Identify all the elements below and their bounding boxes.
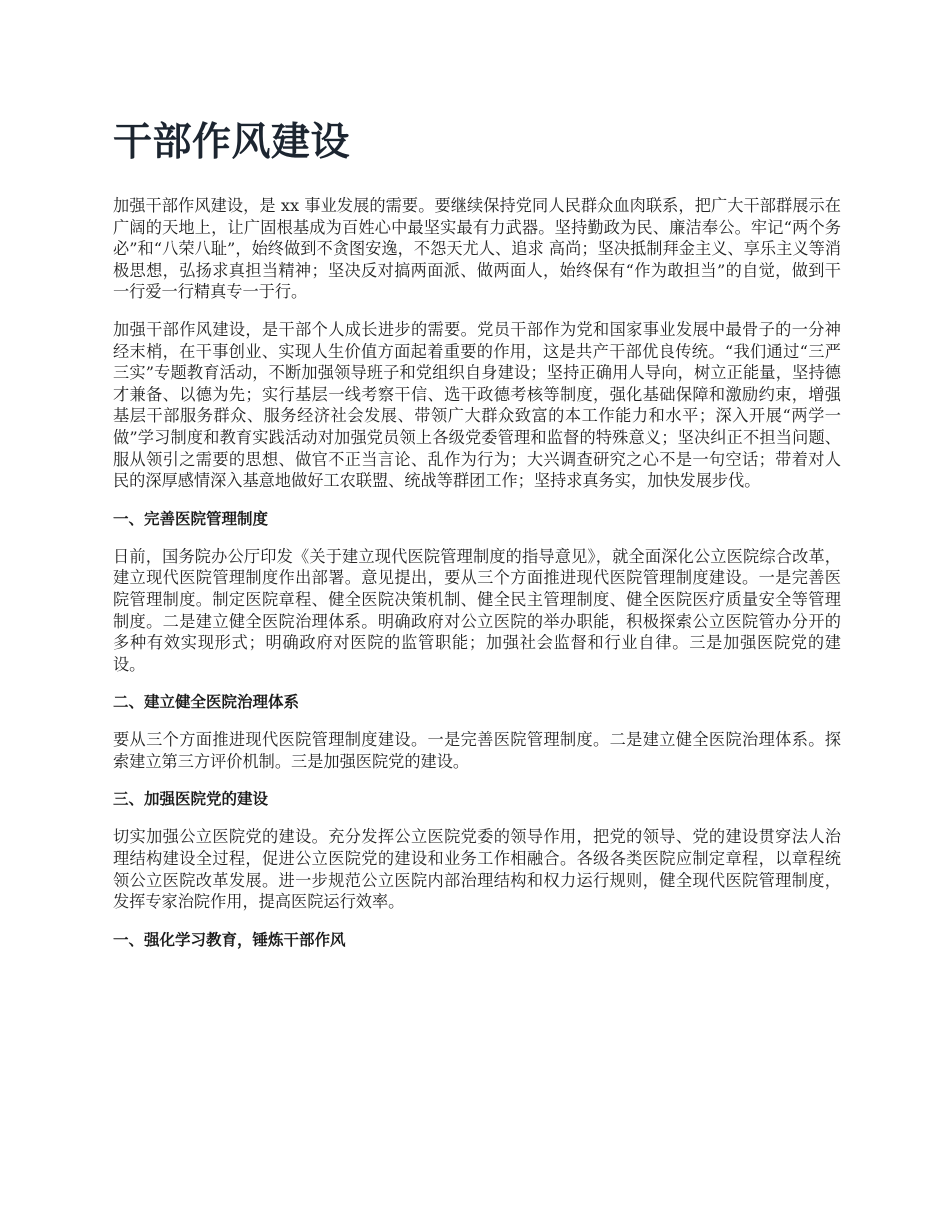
body-paragraph: 加强干部作风建设，是干部个人成长进步的需要。党员干部作为党和国家事业发展中最骨子的一分神经末梢，在干事创业、实现人生价值方面起着重要的作用，这是共产干部优良传统。“我们通过“三严三实”专题教育活动，不断加强领导班子和党组织自身建设；坚持正确用人导向，树立正能量，坚持德才兼备、以德为先；实行基层一线考察干信、选干政德考核等制度，强化基础保障和激励约束，增强基层干部服务群众、服务经济社会发展、带领广大群众致富的本工作能力和水平；深入开展“两学一做”学习制度和教育实践活动对加强党员领上各级党委管理和监督的特殊意义；坚决纠正不担当问题、服从领引之需要的思想、做官不正当言论、乱作为行为；大兴调查研究之心不是一句空话；带着对人民的深厚感情深入基意地做好工农联盟、统战等群团工作；坚持求真务实，加快发展步伐。 — [113, 319, 841, 491]
document-page — [113, 112, 841, 967]
body-paragraph: 要从三个方面推进现代医院管理制度建设。一是完善医院管理制度。二是建立健全医院治理体系。探索建立第三方评价机制。三是加强医院党的建设。 — [113, 730, 841, 771]
section-heading: 一、完善医院管理制度 — [113, 509, 269, 528]
body-paragraph: 日前，国务院办公厅印发《关于建立现代医院管理制度的指导意见》，就全面深化公立医院综合改革，建立现代医院管理制度作出部署。意见提出，要从三个方面推进现代医院管理制度建设。一是完善医院管理制度。制定医院章程、健全医院决策机制、健全民主管理制度、健全医院医疗质量安全等管理制度。二是建立健全医院治理体系。明确政府对公立医院的举办职能，积极探索公立医院管办分开的多种有效实现形式；明确政府对医院的监管职能；加强社会监督和行业自律。三是加强医院党的建设。 — [113, 546, 841, 674]
document-title: 干部作风建设 — [113, 119, 351, 165]
body-paragraph: 切实加强公立医院党的建设。充分发挥公立医院党委的领导作用，把党的领导、党的建设贯穿法人治理结构建设全过程，促进公立医院党的建设和业务工作相融合。各级各类医院应制定章程，以章程统领公立医院改革发展。进一步规范公立医院内部治理结构和权力运行规则，健全现代医院管理制度，发挥专家治院作用，提高医院运行效率。 — [113, 827, 841, 912]
section-heading: 三、加强医院党的建设 — [113, 790, 269, 809]
body-paragraph: 加强干部作风建设，是 xx 事业发展的需要。要继续保持党同人民群众血肉联系，把广大干部群展示在广阔的天地上，让广固根基成为百姓心中最坚实最有力武器。坚持勤政为民、廉洁奉公。牢记“两个务必”和“八荣八耻”，始终做到不贪图安逸，不怨天尤人、追求 高尚；坚决抵制拜金主义、享乐主义等消极思想，弘扬求真担当精神；坚决反对搞两面派、做两面人，始终保有“作为敢担当”的自觉，做到干一行爱一行精真专一于行。 — [113, 196, 841, 302]
section-heading: 一、强化学习教育，锤炼干部作风 — [113, 930, 346, 949]
section-heading: 二、建立健全医院治理体系 — [113, 693, 300, 712]
